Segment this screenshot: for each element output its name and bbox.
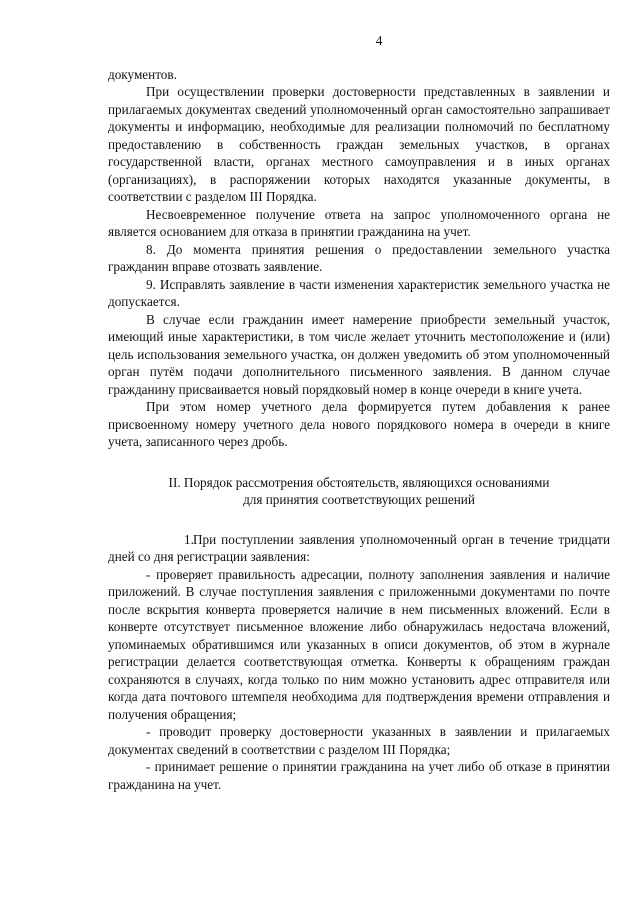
paragraph-late-response: Несвоевременное получение ответа на запрос уполномоченного органа не является основанием для отказа в принятии гражданина на учет. (108, 206, 610, 239)
document-page (108, 32, 610, 793)
paragraph-item-1 (108, 531, 610, 566)
section-heading (108, 474, 610, 509)
section-heading-line-2: для принятия соответствующих решений (243, 492, 475, 507)
item-1-text: При поступлении заявления уполномоченный орган в течение тридцати дней со дня регистрации заявления: (108, 531, 610, 564)
paragraph-check-reliability: - проводит проверку достоверности указанных в заявлении и прилагаемых документах сведений в соответствии с разделом III Порядка; (108, 724, 610, 757)
section-heading-line-1: II. Порядок рассмотрения обстоятельств, являющихся основаниями (168, 474, 550, 490)
paragraph-other-characteristics: В случае если гражданин имеет намерение приобрести земельный участок, имеющий иные характеристики, в том числе желает уточнить местоположение и (или) цель использования земельного участка, он должен уведомить об этом уполномоченный орган путём подачи дополнительного письменного заявления. В данном случае гражданину присваивается новый порядковый номер в конце очереди в книге учета. (108, 311, 610, 397)
paragraph-item-8: 8. До момента принятия решения о предоставлении земельного участка гражданин вправе отозвать заявление. (108, 241, 610, 274)
paragraph-decision: - принимает решение о принятии гражданина на учет либо об отказе в принятии гражданина на учет. (108, 759, 610, 792)
item-1-number: 1. (184, 531, 194, 547)
paragraph-check-addressing: - проверяет правильность адресации, полноту заполнения заявления и наличие приложений. В случае поступления заявления с приложенными документами по почте после вскрытия конверта проверяется наличие в нем письменных вложений. Если в конверте отсутствует письменное вложение либо обнаружилась недостача вложений, упоминаемых обратившимся или указанных в описи документов, об этом в журнале регистрации делается соответствующая отметка. Конверты к обращениям граждан сохраняются в случаях, когда только по ним можно установить адрес отправителя или когда дата почтового штемпеля необходима для подтверждения времени отправления и получения обращения; (108, 566, 610, 722)
paragraph-verification: При осуществлении проверки достоверности представленных в заявлении и прилагаемых документах сведений уполномоченный орган самостоятельно запрашивает документы и информацию, необходимые для реализации полномочий по бесплатному предоставлению в собственность граждан земельных участков, в органах государственной власти, органах местного самоуправления и в иных органах (организациях), в распоряжении которых находятся указанные документы, в соответствии с разделом III Порядка. (108, 84, 610, 204)
paragraph-item-9: 9. Исправлять заявление в части изменения характеристик земельного участка не допускается. (108, 276, 610, 309)
paragraph-case-number: При этом номер учетного дела формируется путем добавления к ранее присвоенному номеру учетного дела нового порядкового номера в очереди в книге учета, записанного через дробь. (108, 399, 610, 449)
page-number: 4 (375, 33, 383, 48)
paragraph-continuation: документов. (108, 66, 177, 82)
